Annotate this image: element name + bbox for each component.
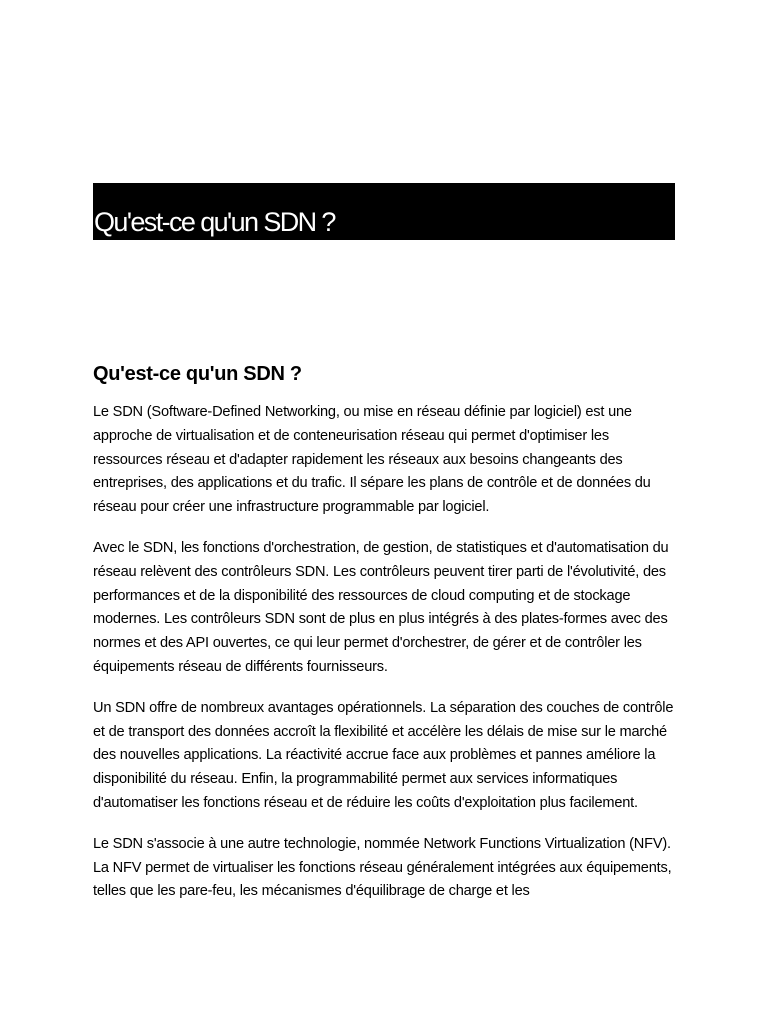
banner-title: Qu'est-ce qu'un SDN ? xyxy=(94,207,335,237)
article-body xyxy=(93,358,678,921)
paragraph-benefits: Un SDN offre de nombreux avantages opérationnels. La séparation des couches de contrôle et de transport des données accroît la flexibilité et accélère les délais de mise sur le marché des nouvelles applications. La réactivité accrue face aux problèmes et pannes améliore la disponibilité du réseau. Enfin, la programmabilité permet aux services informatiques d'automatiser les fonctions réseau et de réduire les coûts d'exploitation plus facilement. xyxy=(93,699,674,811)
article-heading: Qu'est-ce qu'un SDN ? xyxy=(93,363,302,385)
title-banner xyxy=(93,183,675,240)
paragraph-nfv: Le SDN s'associe à une autre technologie, nommée Network Functions Virtualization (NFV). La NFV permet de virtualiser les fonctions réseau généralement intégrées aux équipements, telles que les pare-feu, les mécanismes d'équilibrage de charge et les xyxy=(93,835,672,900)
paragraph-intro: Le SDN (Software-Defined Networking, ou mise en réseau définie par logiciel) est une approche de virtualisation et de conteneurisation réseau qui permet d'optimiser les ressources réseau et d'adapter rapidement les réseaux aux besoins changeants des entreprises, des applications et du trafic. Il sépare les plans de contrôle et de données du réseau pour créer une infrastructure programmable par logiciel. xyxy=(93,404,651,516)
paragraph-controllers: Avec le SDN, les fonctions d'orchestration, de gestion, de statistiques et d'automatisation du réseau relèvent des contrôleurs SDN. Les contrôleurs peuvent tirer parti de l'évolutivité, des performances et de la disponibilité des ressources de cloud computing et de stockage modernes. Les contrôleurs SDN sont de plus en plus intégrés à des plates-formes avec des normes et des API ouvertes, ce qui leur permet d'orchestrer, de gérer et de contrôler les équipements réseau de différents fournisseurs. xyxy=(93,539,669,675)
